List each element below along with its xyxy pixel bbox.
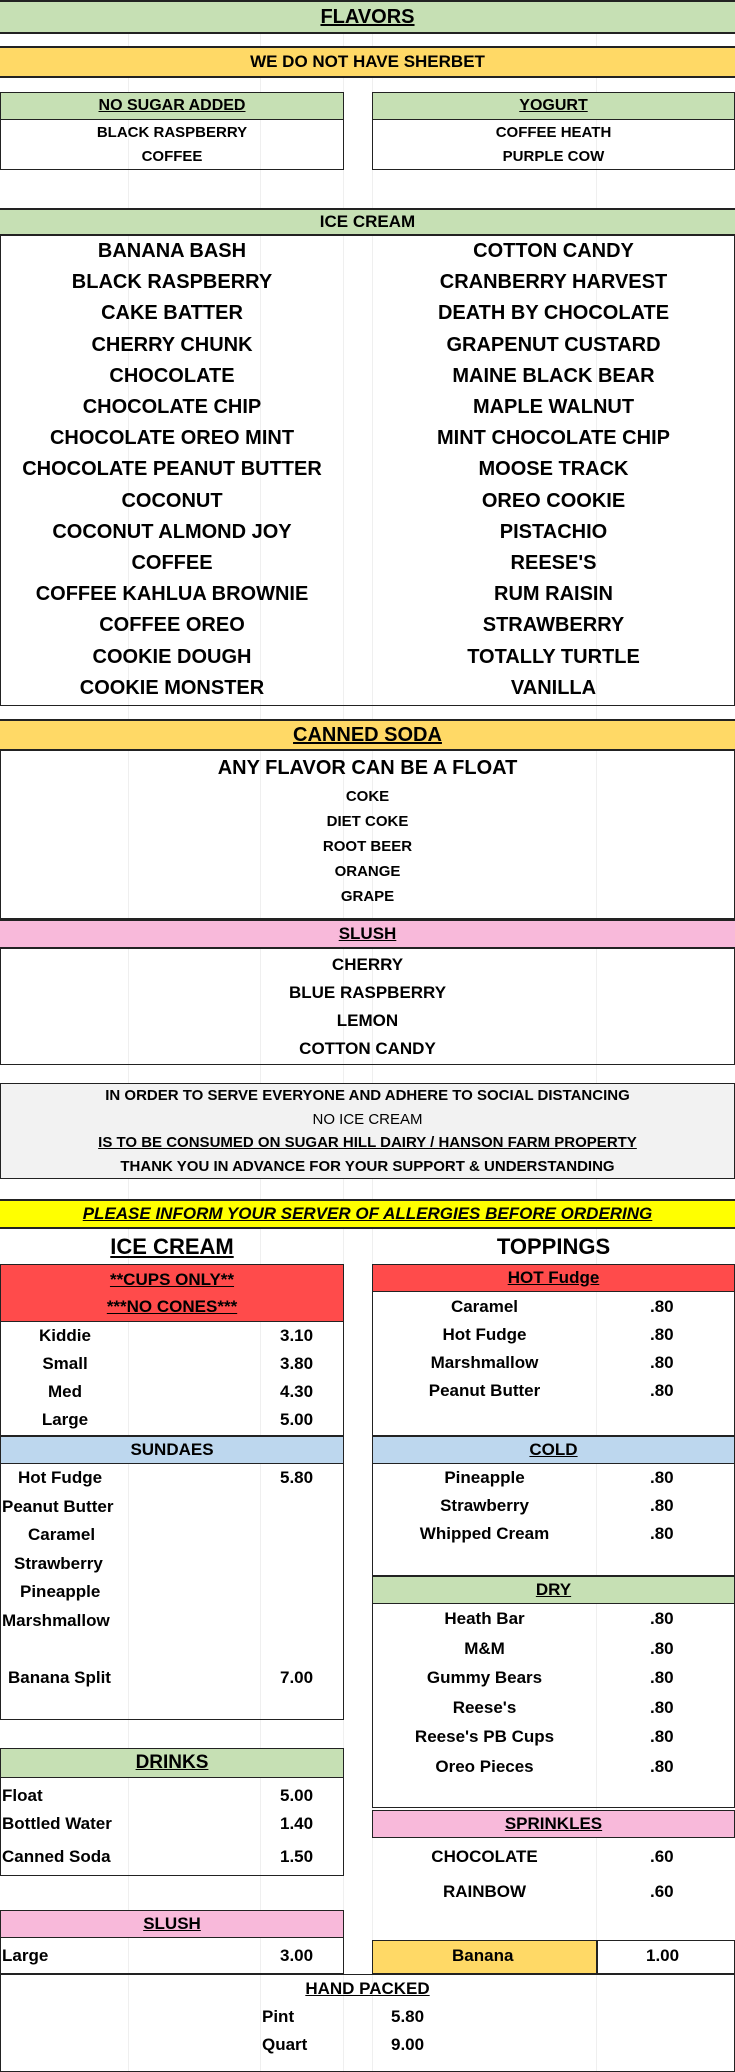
hand-packed-price: 5.80 — [391, 2007, 425, 2026]
flavor-item: DEATH BY CHOCOLATE — [437, 302, 670, 325]
soda-item: ORANGE — [334, 863, 401, 880]
flavor-item: COOKIE MONSTER — [79, 676, 265, 699]
topping-name: Heath Bar — [444, 1609, 525, 1628]
topping-price: .80 — [650, 1524, 674, 1543]
hand-packed-header: HAND PACKED — [305, 1979, 430, 1998]
flavor-item: BANANA BASH — [97, 240, 247, 262]
topping-name: Pineapple — [444, 1468, 525, 1487]
sundae-name: Caramel — [28, 1525, 96, 1544]
yogurt-item: PURPLE COW — [502, 148, 605, 165]
slush-price: 3.00 — [280, 1946, 314, 1965]
allergy-notice-bar — [0, 1199, 735, 1229]
flavor-item: STRAWBERRY — [482, 614, 625, 637]
drink-price: 1.50 — [280, 1847, 314, 1866]
topping-name: Hot Fudge — [442, 1325, 527, 1344]
dry-toppings-header-label: DRY — [535, 1580, 572, 1599]
flavor-item: MINT CHOCOLATE CHIP — [437, 427, 670, 450]
no-sugar-header-label: NO SUGAR ADDED — [98, 97, 246, 114]
hot-toppings-header — [372, 1264, 735, 1292]
flavor-item: REESE'S — [510, 552, 597, 574]
sprinkles-header-label: SPRINKLES — [504, 1814, 603, 1833]
slush-flavors-header-label: SLUSH — [338, 924, 397, 943]
cold-toppings-header — [372, 1436, 735, 1464]
ice-cream-flavors-header — [0, 208, 735, 236]
drink-price: 5.00 — [280, 1786, 314, 1805]
topping-price: .80 — [650, 1668, 674, 1687]
cold-toppings-header-label: COLD — [529, 1440, 578, 1459]
flavor-item: VANILLA — [510, 676, 597, 699]
topping-name: Peanut Butter — [428, 1381, 541, 1400]
flavors-title-bar — [0, 0, 735, 34]
flavor-item: COOKIE DOUGH — [92, 645, 252, 668]
canned-soda-header — [0, 719, 735, 751]
cup-price: 3.10 — [280, 1326, 314, 1345]
toppings-title: TOPPINGS — [496, 1234, 611, 1259]
flavor-item: COCONUT ALMOND JOY — [52, 520, 292, 543]
slush-flavor-item: CHERRY — [331, 955, 404, 974]
flavor-item: COCONUT — [121, 489, 223, 512]
topping-name: Gummy Bears — [426, 1668, 543, 1687]
flavor-item: COFFEE OREO — [99, 614, 245, 637]
cup-price: 3.80 — [280, 1354, 314, 1373]
topping-price: .80 — [650, 1727, 674, 1746]
hand-packed-price: 9.00 — [391, 2035, 425, 2054]
flavor-item: MOOSE TRACK — [478, 458, 629, 481]
slush-prices-header-label: SLUSH — [143, 1914, 201, 1933]
slush-flavor-item: BLUE RASPBERRY — [288, 983, 447, 1002]
flavor-item: CHOCOLATE CHIP — [82, 396, 262, 418]
banana-topping-price: 1.00 — [646, 1946, 680, 1965]
canned-soda-header-label: CANNED SODA — [293, 723, 442, 746]
soda-item: GRAPE — [340, 888, 395, 905]
sundae-name: Peanut Butter — [2, 1496, 114, 1516]
hot-toppings-header-label: HOT Fudge — [507, 1268, 600, 1287]
topping-name: Reese's — [452, 1697, 517, 1717]
sprinkles-header — [372, 1810, 735, 1838]
cup-size: Kiddie — [39, 1326, 91, 1345]
topping-name: CHOCOLATE — [431, 1847, 538, 1866]
flavor-item: MAINE BLACK BEAR — [452, 364, 655, 387]
flavor-item: COFFEE — [131, 552, 213, 574]
topping-price: .80 — [650, 1381, 674, 1400]
sundae-name: Marshmallow — [2, 1610, 110, 1630]
float-note: ANY FLAVOR CAN BE A FLOAT — [217, 757, 518, 779]
sherbet-notice-bar — [0, 46, 735, 78]
yogurt-header — [372, 92, 735, 120]
sundaes-header-label: SUNDAES — [130, 1440, 214, 1459]
flavor-item: CHOCOLATE PEANUT BUTTER — [22, 458, 322, 481]
topping-name: Whipped Cream — [419, 1524, 550, 1543]
yogurt-item: COFFEE HEATH — [495, 124, 612, 141]
flavor-item: CRANBERRY HARVEST — [439, 271, 668, 294]
topping-price: .80 — [650, 1609, 674, 1628]
distancing-line: NO ICE CREAM — [312, 1111, 423, 1128]
flavor-item: TOTALLY TURTLE — [467, 645, 640, 668]
ice-cream-prices-title-label: ICE CREAM — [110, 1234, 234, 1259]
banana-split-name: Banana Split — [8, 1668, 111, 1687]
flavor-item: PISTACHIO — [499, 520, 608, 543]
ice-cream-prices-title — [0, 1234, 344, 1260]
sherbet-notice: WE DO NOT HAVE SHERBET — [250, 52, 485, 71]
topping-price: .80 — [650, 1468, 674, 1487]
distancing-line: THANK YOU IN ADVANCE FOR YOUR SUPPORT & UNDERSTANDING — [120, 1158, 615, 1175]
no-sugar-header — [0, 92, 344, 120]
no-sugar-item: COFFEE — [141, 148, 203, 165]
flavor-item: CAKE BATTER — [101, 302, 243, 325]
topping-price: .80 — [650, 1496, 674, 1515]
topping-name: Marshmallow — [430, 1353, 539, 1372]
topping-price: .60 — [650, 1847, 674, 1866]
sundaes-header — [0, 1436, 344, 1464]
ice-cream-flavors-header-label: ICE CREAM — [319, 212, 416, 231]
allergy-notice: PLEASE INFORM YOUR SERVER OF ALLERGIES BEFORE ORDERING — [82, 1204, 653, 1223]
soda-item: ROOT BEER — [322, 838, 413, 855]
cup-size: Med — [48, 1382, 82, 1401]
topping-name: Reese's PB Cups — [414, 1727, 555, 1746]
flavor-item: COFFEE KAHLUA BROWNIE — [35, 583, 309, 606]
banana-split-price: 7.00 — [280, 1668, 314, 1687]
distancing-line: IS TO BE CONSUMED ON SUGAR HILL DAIRY / HANSON FARM PROPERTY — [98, 1134, 637, 1151]
soda-item: COKE — [345, 788, 390, 805]
topping-price: .60 — [650, 1882, 674, 1901]
cup-price: 5.00 — [280, 1410, 314, 1429]
flavor-item: RUM RAISIN — [494, 583, 613, 606]
topping-name: Oreo Pieces — [435, 1756, 534, 1776]
topping-price: .80 — [650, 1297, 674, 1316]
slush-flavors-header — [0, 919, 735, 949]
sundae-name: Pineapple — [20, 1582, 101, 1601]
topping-price: .80 — [650, 1697, 674, 1717]
flavor-item: CHOCOLATE — [109, 364, 235, 387]
drink-name: Bottled Water — [2, 1814, 112, 1833]
drinks-header-label: DRINKS — [135, 1752, 209, 1773]
topping-price: .80 — [650, 1353, 674, 1372]
topping-name: RAINBOW — [442, 1882, 527, 1901]
hand-packed-size: Pint — [262, 2007, 295, 2026]
slush-prices-header — [0, 1910, 344, 1938]
cups-only-text: **CUPS ONLY** — [109, 1270, 235, 1289]
flavor-item: BLACK RASPBERRY — [71, 271, 273, 294]
topping-name: Strawberry — [440, 1496, 529, 1515]
drink-price: 1.40 — [280, 1814, 314, 1833]
cup-size: Small — [42, 1354, 88, 1373]
page-title: FLAVORS — [320, 5, 415, 28]
topping-price: .80 — [650, 1756, 674, 1776]
drink-name: Canned Soda — [2, 1847, 111, 1866]
hand-packed-size: Quart — [262, 2035, 308, 2054]
soda-item: DIET COKE — [326, 813, 409, 830]
dry-toppings-header — [372, 1576, 735, 1604]
distancing-line: IN ORDER TO SERVE EVERYONE AND ADHERE TO SOCIAL DISTANCING — [105, 1087, 630, 1104]
flavor-item: OREO COOKIE — [481, 489, 626, 512]
cup-price: 4.30 — [280, 1382, 314, 1401]
slush-flavor-item: COTTON CANDY — [299, 1039, 436, 1058]
no-sugar-item: BLACK RASPBERRY — [96, 124, 248, 141]
flavor-item: CHOCOLATE OREO MINT — [49, 427, 295, 450]
sundae-price: 5.80 — [280, 1468, 314, 1487]
topping-price: .80 — [650, 1638, 674, 1658]
flavor-item: CHERRY CHUNK — [91, 333, 253, 356]
slush-size: Large — [2, 1946, 49, 1965]
no-cones-text: ***NO CONES*** — [106, 1297, 238, 1316]
drink-name: Float — [2, 1786, 43, 1805]
sundae-name: Hot Fudge — [18, 1468, 103, 1487]
flavor-item: COTTON CANDY — [473, 240, 634, 262]
sundae-name: Strawberry — [14, 1553, 103, 1573]
topping-name: Caramel — [450, 1297, 519, 1316]
drinks-header — [0, 1748, 344, 1778]
slush-flavor-item: LEMON — [336, 1011, 399, 1030]
yogurt-header-label: YOGURT — [519, 97, 588, 114]
flavor-item: GRAPENUT CUSTARD — [446, 333, 661, 356]
flavor-item: MAPLE WALNUT — [472, 396, 635, 418]
topping-name: M&M — [464, 1638, 505, 1658]
banana-topping-name: Banana — [452, 1946, 514, 1965]
cup-size: Large — [41, 1410, 89, 1429]
topping-price: .80 — [650, 1325, 674, 1344]
